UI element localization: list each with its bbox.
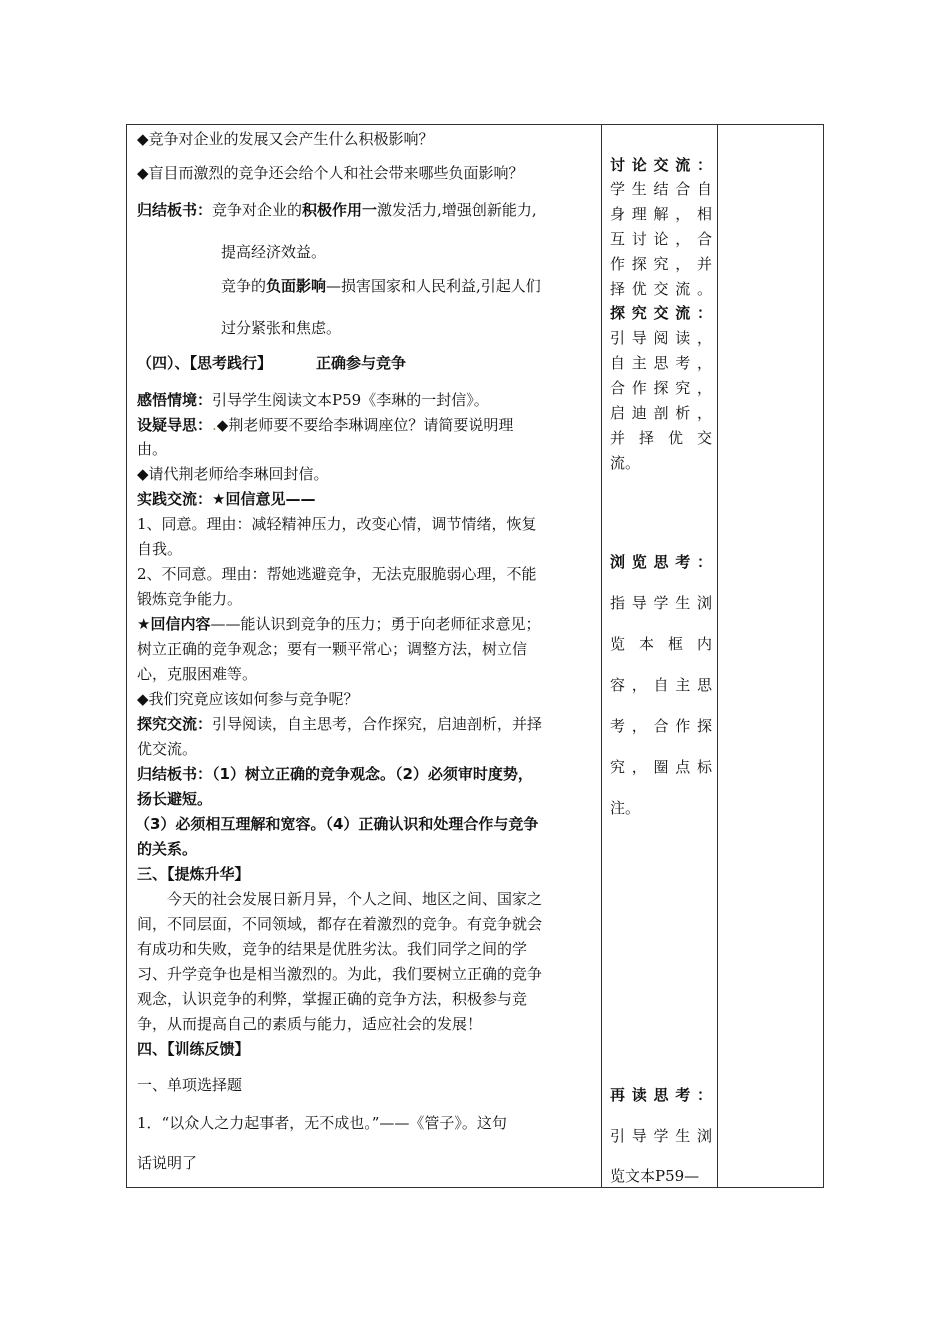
reply-line: 心，克服困难等。 bbox=[137, 665, 258, 683]
activity-line: 考，合作探 bbox=[610, 717, 712, 735]
summary-line: 提高经济效益。 bbox=[221, 243, 327, 261]
explore-line: 优交流。 bbox=[137, 740, 198, 758]
reply-line: 树立正确的竞争观念；要有一颗平常心；调整方法，树立信 bbox=[137, 640, 528, 658]
question-line: ◆我们究竟应该如何参与竞争呢？ bbox=[137, 690, 359, 708]
summary-line: （3）必须相互理解和宽容。（4）正确认识和处理合作与竞争 bbox=[135, 815, 539, 833]
activity-line: 容，自主思 bbox=[610, 676, 712, 694]
summary-line: 过分紧张和焦虑。 bbox=[221, 319, 342, 337]
activity-label: 浏览思考： bbox=[610, 553, 712, 571]
activity-line: 身理解，相 bbox=[610, 205, 712, 223]
practice-line: 锻炼竞争能力。 bbox=[137, 590, 243, 608]
exercise-question: 话说明了 bbox=[137, 1154, 198, 1172]
paragraph-line: 间，不同层面，不同领域，都存在着激烈的竞争。有竞争就会 bbox=[137, 915, 543, 933]
paragraph-line: 有成功和失败，竞争的结果是优胜劣汰。我们同学之间的学 bbox=[137, 940, 528, 958]
practice-line: 1、同意。理由：减轻精神压力，改变心情，调节情绪，恢复 bbox=[137, 515, 537, 533]
activity-label: 再读思考： bbox=[610, 1086, 712, 1104]
summary-label: 归结板书： bbox=[137, 201, 213, 219]
summary-line: 归结板书：（1）树立正确的竞争观念。（2）必须审时度势， bbox=[137, 765, 533, 783]
question-line: ◆请代荆老师给李琳回封信。 bbox=[137, 465, 329, 483]
paragraph-line: 争，从而提高自己的素质与能力，适应社会的发展！ bbox=[137, 1015, 483, 1033]
column-divider bbox=[601, 125, 602, 1187]
activity-line: 学生结合自 bbox=[610, 180, 712, 198]
question-line: ◆竞争对企业的发展又会产生什么积极影响？ bbox=[137, 130, 434, 148]
column-divider bbox=[717, 125, 718, 1187]
paragraph-line: 观念，认识竞争的利弊，掌握正确的竞争方法，积极参与竞 bbox=[137, 990, 528, 1008]
activity-line: 并择优交 bbox=[610, 429, 712, 447]
activity-line: 览文本P59— bbox=[610, 1167, 700, 1185]
activity-line: 互讨论，合 bbox=[610, 230, 712, 248]
paragraph-line: 今天的社会发展日新月异，个人之间、地区之间、国家之 bbox=[167, 890, 543, 908]
practice-label: 实践交流：★回信意见—— bbox=[137, 490, 316, 508]
activity-line: 引导学生浏 bbox=[610, 1127, 712, 1145]
activity-line: 启迪剖析， bbox=[610, 404, 712, 422]
summary-line: 扬长避短。 bbox=[137, 790, 213, 808]
summary-line: 的关系。 bbox=[137, 840, 198, 858]
activity-line: 作探究，并 bbox=[610, 255, 712, 273]
activity-line: 指导学生浏 bbox=[610, 594, 712, 612]
activity-label: 探究交流： bbox=[610, 304, 712, 322]
activity-line: 自主思考， bbox=[610, 354, 712, 372]
summary-line: 竞争的负面影响—损害国家和人民利益,引起人们 bbox=[221, 277, 541, 295]
lesson-table bbox=[126, 124, 824, 1188]
practice-line: 2、不同意。理由：帮她逃避竞争，无法克服脆弱心理，不能 bbox=[137, 565, 537, 583]
section-heading: （四）、【思考践行】 正确参与竞争 bbox=[137, 354, 407, 372]
section-heading: 四、【训练反馈】 bbox=[137, 1040, 250, 1058]
exercise-question: 1．“以众人之力起事者，无不成也。”——《管子》。这句 bbox=[137, 1114, 507, 1132]
activity-line: 流。 bbox=[610, 454, 641, 472]
question-line: 设疑导思：.◆荆老师要不要给李琳调座位？请简要说明理 bbox=[137, 416, 514, 434]
scenario-line: 感悟情境：引导学生阅读文本P59《李琳的一封信》。 bbox=[137, 391, 489, 409]
paragraph-line: 习、升学竞争也是相当激烈的。为此，我们要树立正确的竞争 bbox=[137, 965, 543, 983]
activity-line: 览本框内 bbox=[610, 635, 712, 653]
exercise-heading: 一、单项选择题 bbox=[137, 1076, 243, 1094]
activity-line: 注。 bbox=[610, 799, 641, 817]
reply-line: ★回信内容——能认识到竞争的压力；勇于向老师征求意见； bbox=[137, 615, 541, 633]
activity-line: 引导阅读， bbox=[610, 329, 712, 347]
question-line: ◆盲目而激烈的竞争还会给个人和社会带来哪些负面影响？ bbox=[137, 164, 524, 182]
practice-line: 自我。 bbox=[137, 540, 183, 558]
activity-line: 合作探究， bbox=[610, 379, 712, 397]
activity-label: 讨论交流： bbox=[610, 156, 712, 174]
summary-line: 归结板书：竞争对企业的积极作用一激发活力,增强创新能力, bbox=[137, 201, 537, 219]
explore-line: 探究交流：引导阅读，自主思考，合作探究，启迪剖析，并择 bbox=[137, 715, 543, 733]
question-line: 由。 bbox=[137, 440, 168, 458]
activity-line: 择优交流。 bbox=[610, 280, 712, 298]
activity-line: 究，圈点标 bbox=[610, 758, 712, 776]
section-heading: 三、【提炼升华】 bbox=[137, 865, 250, 883]
